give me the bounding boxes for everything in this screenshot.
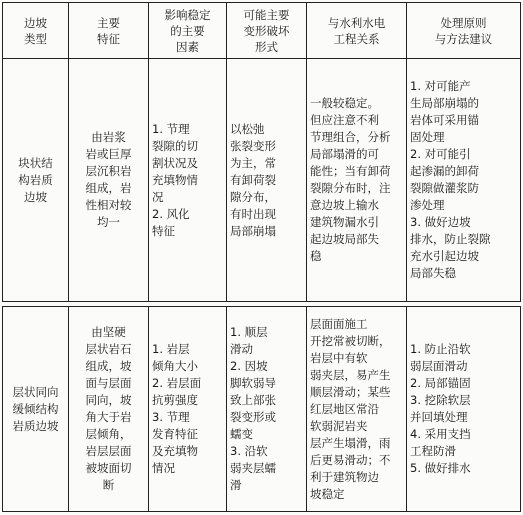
cell-main-features: 由坚硬 层状岩石 组成，坡 面与层面 同向，坡 角大于岩 层倾角， 岩层层面 被坡面切 断: [69, 307, 149, 512]
cell-slope-type: 层状同向 缓倾结构 岩质边坡: [3, 307, 69, 512]
cell-engineering-relation: 层面面施工 开挖常被切断， 岩层中有软 弱夹层，易产生 顺层滑动；某些 红层地区常沿 软弱泥岩夹 层产生塌滑，雨 后更易滑动；不 利于建筑物边 坡稳定: [307, 307, 407, 512]
cell-stability-factors: 1. 节理 裂隙的切 割状况及 充填物情 况 2. 风化 特征: [149, 59, 227, 302]
header-slope-type: 边坡 类型: [3, 3, 69, 59]
cell-deformation-forms: 以松弛 张裂变形 为主，常 有卸荷裂 隙分布， 有时出现 局部崩塌: [227, 59, 307, 302]
cell-main-features: 由岩浆 岩或巨厚 层沉积岩 组成，岩 性相对较 均一: [69, 59, 149, 302]
header-engineering-relation: 与水利水电 工程关系: [307, 3, 407, 59]
header-deformation-forms: 可能主要 变形破坏 形式: [227, 3, 307, 59]
cell-treatment-methods: 1. 对可能产 生局部崩塌的 岩体可采用锚 固处理 2. 对可能引 起渗漏的卸荷 裂隙做灌浆防 渗处理 3. 做好边坡 排水，防止裂隙 充水引起边坡 局部失稳: [407, 59, 521, 302]
table-row: [3, 59, 521, 302]
slope-classification-table: [2, 2, 521, 512]
table-header-row: [3, 3, 521, 59]
cell-slope-type: 块状结 构岩质 边坡: [3, 59, 69, 302]
cell-treatment-methods: 1. 防止沿软 弱层面滑动 2. 局部锚固 3. 挖除软层 并回填处理 4. 采用支挡 工程防滑 5. 做好排水: [407, 307, 521, 512]
cell-stability-factors: 1. 岩层 倾角大小 2. 岩层面 抗剪强度 3. 节理 发育特征 及充填物 情况: [149, 307, 227, 512]
cell-deformation-forms: 1. 顺层 滑动 2. 因坡 脚软弱导 致上部张 裂变形或 蠕变 3. 沿软 弱夹层蠕 滑: [227, 307, 307, 512]
header-stability-factors: 影响稳定 的主要 因素: [149, 3, 227, 59]
cell-engineering-relation: 一般较稳定。 但应注意不利 节理组合，分析 局部塌滑的可 能性；当有卸荷 裂隙分布时，注 意边坡上输水 建筑物漏水引 起边坡局部失 稳: [307, 59, 407, 302]
table-row: [3, 307, 521, 512]
header-main-features: 主要 特征: [69, 3, 149, 59]
header-treatment-methods: 处理原则 与方法建议: [407, 3, 521, 59]
